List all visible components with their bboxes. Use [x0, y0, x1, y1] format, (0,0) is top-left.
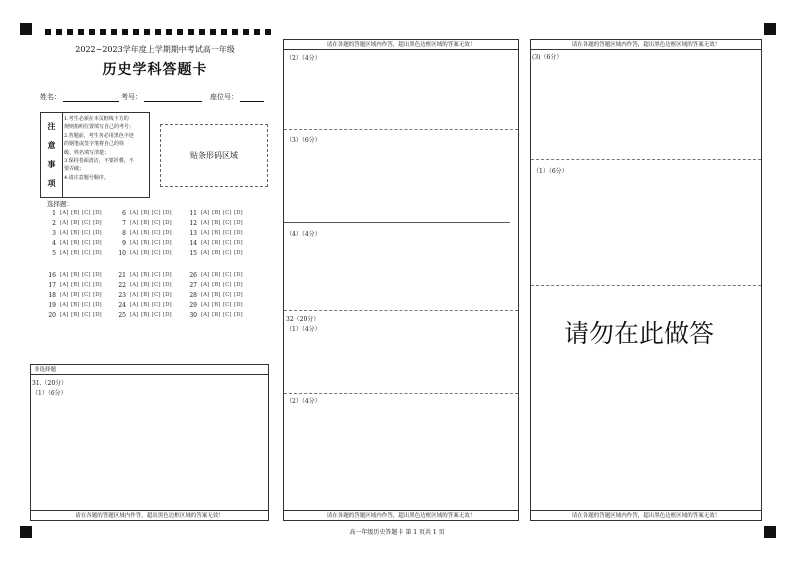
choice-bubble[interactable]: [D]: [93, 272, 102, 278]
question-number: 19: [48, 301, 56, 309]
choice-bubble[interactable]: [D]: [234, 250, 243, 256]
question-number: 13: [189, 229, 197, 237]
choice-bubble[interactable]: [B]: [71, 240, 80, 246]
choice-bubble[interactable]: [D]: [93, 302, 102, 308]
choice-bubble[interactable]: [C]: [82, 282, 91, 288]
choice-bubble[interactable]: [D]: [234, 312, 243, 318]
area-notice-footer: 请在各题的答题区域内作答，超出黑色边框区域的答案无效！: [531, 510, 761, 520]
choice-bubble[interactable]: [B]: [212, 220, 221, 226]
question-number: 1: [52, 209, 56, 217]
choice-bubble[interactable]: [D]: [163, 302, 172, 308]
choice-bubble[interactable]: [B]: [71, 292, 80, 298]
choice-bubble[interactable]: [B]: [141, 210, 150, 216]
choice-row: [183, 310, 245, 320]
choice-row: [112, 228, 174, 238]
choice-row: [112, 310, 174, 320]
choice-bubble[interactable]: [A]: [60, 250, 69, 256]
choice-bubble[interactable]: [C]: [223, 250, 232, 256]
choice-bubble[interactable]: [A]: [60, 210, 69, 216]
seat-field[interactable]: [240, 94, 264, 102]
non-choice-panel: [30, 364, 269, 521]
choice-bubble[interactable]: [D]: [234, 230, 243, 236]
choice-row: [112, 218, 174, 228]
choice-row: [183, 208, 245, 218]
choice-bubble[interactable]: [B]: [141, 230, 150, 236]
question-number: 11: [189, 209, 197, 217]
choice-bubble[interactable]: [D]: [163, 210, 172, 216]
answer-panel-3: [530, 39, 762, 521]
choice-row: [42, 300, 104, 310]
choice-bubble[interactable]: [B]: [212, 250, 221, 256]
choice-row: [42, 310, 104, 320]
choice-bubble[interactable]: [A]: [130, 312, 139, 318]
q31-1-label: （1）（6分）: [32, 390, 67, 397]
choice-bubble[interactable]: [B]: [71, 230, 80, 236]
q31-4-label: （4）（4分）: [286, 231, 321, 238]
corner-marker-top-left: [20, 23, 32, 35]
choice-group: [42, 270, 104, 320]
choice-bubble[interactable]: [D]: [163, 240, 172, 246]
choice-row: [42, 248, 104, 258]
question-number: 21: [118, 271, 126, 279]
choice-bubble[interactable]: [D]: [234, 220, 243, 226]
question-number: 17: [48, 281, 56, 289]
choice-row: [112, 270, 174, 280]
seat-label: 座位号：: [210, 93, 238, 101]
choice-bubble[interactable]: [C]: [223, 312, 232, 318]
sheet-title: 历史学科答题卡: [102, 62, 208, 78]
choice-bubble[interactable]: [A]: [201, 220, 210, 226]
choice-bubble[interactable]: [C]: [152, 220, 161, 226]
choice-bubble[interactable]: [C]: [152, 302, 161, 308]
q32-2-label: （2）（4分）: [286, 398, 321, 405]
question-number: 25: [118, 311, 126, 319]
exam-no-field[interactable]: [144, 94, 202, 102]
choice-bubble[interactable]: [C]: [223, 282, 232, 288]
choice-bubble[interactable]: [C]: [152, 230, 161, 236]
choice-group: [42, 208, 104, 258]
choice-row: [112, 280, 174, 290]
choice-bubble[interactable]: [A]: [201, 272, 210, 278]
area-notice-footer: 请在各题的答题区域内作答，超出黑色边框区域的答案无效！: [31, 510, 268, 520]
multiple-choice-title: 选择题：: [47, 200, 73, 208]
choice-row: [112, 290, 174, 300]
corner-marker-bottom-left: [20, 526, 32, 538]
question-number: 14: [189, 239, 197, 247]
divider: [284, 222, 510, 223]
choice-bubble[interactable]: [A]: [60, 220, 69, 226]
choice-row: [183, 248, 245, 258]
choice-row: [42, 228, 104, 238]
choice-bubble[interactable]: [B]: [71, 282, 80, 288]
q31-4-answer-area[interactable]: [284, 238, 518, 308]
answer-panel-2: [283, 39, 519, 521]
choice-bubble[interactable]: [A]: [130, 302, 139, 308]
choice-bubble[interactable]: [D]: [93, 250, 102, 256]
choice-bubble[interactable]: [B]: [141, 282, 150, 288]
choice-bubble[interactable]: [B]: [141, 220, 150, 226]
choice-bubble[interactable]: [D]: [93, 292, 102, 298]
choice-bubble[interactable]: [B]: [212, 272, 221, 278]
choice-row: [42, 238, 104, 248]
choice-bubble[interactable]: [C]: [152, 292, 161, 298]
choice-row: [183, 228, 245, 238]
choice-bubble[interactable]: [D]: [163, 230, 172, 236]
choice-bubble[interactable]: [B]: [212, 302, 221, 308]
choice-row: [183, 290, 245, 300]
choice-bubble[interactable]: [C]: [82, 250, 91, 256]
choice-bubble[interactable]: [A]: [60, 230, 69, 236]
choice-bubble[interactable]: [A]: [60, 282, 69, 288]
choice-bubble[interactable]: [D]: [234, 272, 243, 278]
choice-bubble[interactable]: [C]: [223, 272, 232, 278]
choice-bubble[interactable]: [C]: [82, 292, 91, 298]
choice-row: [112, 208, 174, 218]
choice-bubble[interactable]: [A]: [201, 282, 210, 288]
choice-bubble[interactable]: [D]: [234, 282, 243, 288]
question-number: 2: [52, 219, 56, 227]
choice-bubble[interactable]: [C]: [152, 312, 161, 318]
choice-bubble[interactable]: [B]: [141, 302, 150, 308]
question-number: 15: [189, 249, 197, 257]
choice-bubble[interactable]: [D]: [163, 250, 172, 256]
divider: [531, 159, 761, 160]
q32-label: 32（20分）: [286, 316, 320, 323]
student-info-row: [40, 92, 266, 102]
question-number: 6: [122, 209, 126, 217]
name-field[interactable]: [63, 94, 119, 102]
choice-bubble[interactable]: [B]: [212, 282, 221, 288]
choice-bubble[interactable]: [C]: [223, 230, 232, 236]
choice-bubble[interactable]: [C]: [223, 210, 232, 216]
area-notice-header: 请在各题的答题区域内作答，超出黑色边框区域的答案无效！: [284, 40, 518, 50]
choice-bubble[interactable]: [A]: [130, 250, 139, 256]
choice-bubble[interactable]: [B]: [212, 240, 221, 246]
choice-bubble[interactable]: [B]: [71, 220, 80, 226]
choice-bubble[interactable]: [B]: [71, 210, 80, 216]
choice-bubble[interactable]: [D]: [163, 282, 172, 288]
choice-bubble[interactable]: [A]: [130, 210, 139, 216]
choice-bubble[interactable]: [A]: [60, 240, 69, 246]
choice-bubble[interactable]: [B]: [141, 312, 150, 318]
choice-bubble[interactable]: [A]: [201, 312, 210, 318]
question-number: 22: [118, 281, 126, 289]
choice-row: [112, 248, 174, 258]
corner-marker-top-right: [764, 23, 776, 35]
choice-bubble[interactable]: [A]: [201, 302, 210, 308]
question-number: 4: [52, 239, 56, 247]
choice-row: [42, 280, 104, 290]
choice-bubble[interactable]: [A]: [130, 230, 139, 236]
q32-2-answer-area[interactable]: [284, 405, 518, 510]
choice-bubble[interactable]: [A]: [201, 292, 210, 298]
timing-marks: [45, 29, 275, 35]
choice-bubble[interactable]: [C]: [82, 302, 91, 308]
question-number: 23: [118, 291, 126, 299]
choice-bubble[interactable]: [C]: [82, 312, 91, 318]
choice-bubble[interactable]: [D]: [93, 312, 102, 318]
choice-bubble[interactable]: [C]: [82, 210, 91, 216]
choice-bubble[interactable]: [A]: [201, 250, 210, 256]
choice-bubble[interactable]: [A]: [201, 210, 210, 216]
choice-bubble[interactable]: [A]: [60, 272, 69, 278]
question-number: 12: [189, 219, 197, 227]
choice-bubble[interactable]: [D]: [93, 282, 102, 288]
choice-row: [42, 270, 104, 280]
question-number: 10: [118, 249, 126, 257]
barcode-label: 贴条形码区域: [190, 151, 238, 160]
choice-row: [183, 238, 245, 248]
q32-3-label: (3)（6分）: [532, 54, 563, 61]
choice-row: [112, 300, 174, 310]
choice-row: [183, 270, 245, 280]
question-number: 26: [189, 271, 197, 279]
question-number: 3: [52, 229, 56, 237]
q31-2-label: （2）（4分）: [286, 55, 321, 62]
no-answer-notice: 请勿在此做答: [564, 319, 715, 348]
choice-bubble[interactable]: [B]: [71, 272, 80, 278]
choice-bubble[interactable]: [B]: [141, 292, 150, 298]
divider: [284, 310, 518, 311]
question-number: 18: [48, 291, 56, 299]
choice-bubble[interactable]: [C]: [152, 210, 161, 216]
choice-bubble[interactable]: [C]: [223, 220, 232, 226]
choice-group: [112, 270, 174, 320]
page-footer: 高一年级历史答题卡 第 1 页共 1 页: [349, 529, 445, 536]
choice-bubble[interactable]: [A]: [130, 292, 139, 298]
notice-text: 1.考生必须在本页框线下方的 规则指明位置填写自己的考号； 2.答题前，考生务必用黑色字迹 的钢笔或签字笔将自己的姓 级、姓名填写清楚； 3.保持卷面清洁，不要折叠，不 要弄破； 4.请注意题号顺序。: [64, 116, 135, 181]
q31-2-answer-area[interactable]: [284, 62, 518, 128]
question-number: 5: [52, 249, 56, 257]
barcode-area[interactable]: [160, 124, 268, 187]
choice-group: [183, 270, 245, 320]
choice-bubble[interactable]: [D]: [234, 302, 243, 308]
choice-group: [183, 208, 245, 258]
choice-bubble[interactable]: [C]: [82, 220, 91, 226]
question-number: 20: [48, 311, 56, 319]
choice-bubble[interactable]: [B]: [71, 302, 80, 308]
choice-bubble[interactable]: [A]: [130, 220, 139, 226]
choice-bubble[interactable]: [B]: [71, 312, 80, 318]
area-notice-header: 请在各题的答题区域内作答，超出黑色边框区域的答案无效！: [531, 40, 761, 50]
notice-heading: 注 意 事 项: [41, 113, 63, 197]
choice-row: [183, 218, 245, 228]
choice-row: [112, 238, 174, 248]
choice-bubble[interactable]: [C]: [152, 272, 161, 278]
choice-bubble[interactable]: [B]: [141, 240, 150, 246]
choice-bubble[interactable]: [D]: [234, 210, 243, 216]
choice-bubble[interactable]: [D]: [93, 240, 102, 246]
choice-bubble[interactable]: [B]: [212, 292, 221, 298]
q32-1-label: （1）（4分）: [286, 326, 321, 333]
choice-bubble[interactable]: [A]: [60, 302, 69, 308]
choice-bubble[interactable]: [C]: [82, 240, 91, 246]
choice-row: [42, 208, 104, 218]
choice-bubble[interactable]: [D]: [93, 220, 102, 226]
choice-bubble[interactable]: [A]: [130, 272, 139, 278]
exam-title: 2022~2023学年度上学期期中考试高一年级: [75, 45, 235, 54]
choice-row: [42, 290, 104, 300]
exam-no-label: 考号：: [121, 93, 142, 101]
choice-bubble[interactable]: [D]: [93, 210, 102, 216]
divider: [284, 393, 518, 394]
area-notice-footer: 请在各题的答题区域内作答，超出黑色边框区域的答案无效！: [284, 510, 518, 520]
question-number: 29: [189, 301, 197, 309]
choice-bubble[interactable]: [C]: [223, 302, 232, 308]
divider: [284, 129, 518, 130]
q32-1-answer-area[interactable]: [284, 333, 518, 391]
choice-bubble[interactable]: [C]: [152, 282, 161, 288]
choice-bubble[interactable]: [D]: [163, 272, 172, 278]
corner-marker-bottom-right: [764, 526, 776, 538]
question-number: 16: [48, 271, 56, 279]
choice-bubble[interactable]: [A]: [201, 230, 210, 236]
non-choice-title: 非选择题: [31, 365, 268, 375]
choice-bubble[interactable]: [C]: [223, 240, 232, 246]
question-number: 30: [189, 311, 197, 319]
question-number: 8: [122, 229, 126, 237]
name-label: 姓名：: [40, 93, 61, 101]
q32-3-answer-area[interactable]: [531, 61, 761, 157]
choice-bubble[interactable]: [C]: [152, 250, 161, 256]
choice-row: [183, 300, 245, 310]
choice-bubble[interactable]: [D]: [234, 240, 243, 246]
choice-row: [42, 218, 104, 228]
choice-bubble[interactable]: [A]: [60, 292, 69, 298]
choice-bubble[interactable]: [B]: [212, 210, 221, 216]
choice-bubble[interactable]: [A]: [201, 240, 210, 246]
question-number: 24: [118, 301, 126, 309]
choice-group: [112, 208, 174, 258]
choice-bubble[interactable]: [B]: [141, 250, 150, 256]
question-number: 7: [122, 219, 126, 227]
choice-bubble[interactable]: [B]: [212, 312, 221, 318]
choice-bubble[interactable]: [D]: [93, 230, 102, 236]
q31-3-label: （3）（6分）: [286, 137, 321, 144]
choice-bubble[interactable]: [B]: [71, 250, 80, 256]
choice-bubble[interactable]: [D]: [234, 292, 243, 298]
q31-3-answer-area[interactable]: [284, 144, 518, 220]
q33-1-label: （1）（6分）: [533, 168, 568, 175]
choice-bubble[interactable]: [A]: [60, 312, 69, 318]
q33-1-answer-area[interactable]: [531, 175, 761, 283]
q31-1-answer-area[interactable]: [31, 398, 268, 510]
divider: [531, 285, 761, 286]
choice-bubble[interactable]: [C]: [152, 240, 161, 246]
choice-bubble[interactable]: [A]: [130, 240, 139, 246]
choice-bubble[interactable]: [D]: [163, 220, 172, 226]
choice-bubble[interactable]: [C]: [223, 292, 232, 298]
question-number: 28: [189, 291, 197, 299]
choice-bubble[interactable]: [D]: [163, 292, 172, 298]
choice-row: [183, 280, 245, 290]
choice-bubble[interactable]: [B]: [141, 272, 150, 278]
question-number: 9: [122, 239, 126, 247]
choice-bubble[interactable]: [B]: [212, 230, 221, 236]
q31-label: 31.（20分）: [32, 380, 68, 387]
notice-box: [40, 112, 150, 198]
choice-bubble[interactable]: [C]: [82, 230, 91, 236]
choice-bubble[interactable]: [A]: [130, 282, 139, 288]
question-number: 27: [189, 281, 197, 289]
choice-bubble[interactable]: [D]: [163, 312, 172, 318]
choice-bubble[interactable]: [C]: [82, 272, 91, 278]
